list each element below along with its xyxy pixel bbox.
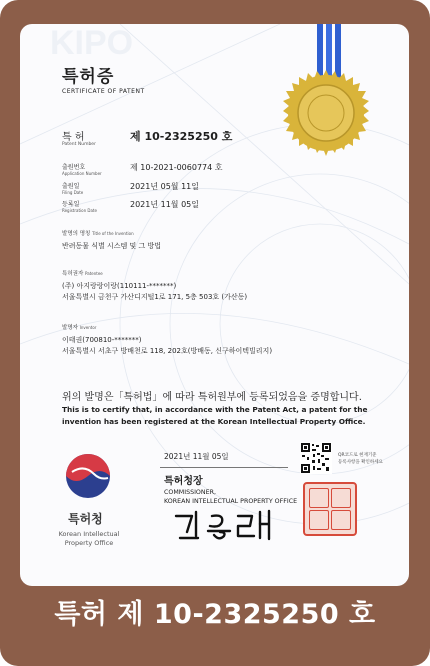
declaration-en-line2: invention has been registered at the Korean Intellectual Property Office. <box>62 417 366 426</box>
qr-note-line1: QR코드로 현재기준 <box>338 453 377 458</box>
certificate-title-en: CERTIFICATE OF PATENT <box>62 88 145 95</box>
date-underline <box>160 467 288 468</box>
certificate-paper <box>20 24 409 586</box>
patent-number-label: 특 허 <box>62 132 85 143</box>
qr-note-line2: 등록사항을 확인하세요 <box>338 460 383 465</box>
commissioner-title: 특허청장 <box>164 476 203 487</box>
stamp-seal-characters <box>309 488 351 530</box>
registration-date-label-en: Registration Date <box>62 208 97 213</box>
declaration-ko: 위의 발명은「특허법」에 따라 특허원부에 등록되었음을 증명합니다. <box>62 392 362 403</box>
qr-code[interactable] <box>300 442 332 474</box>
inventor-name: 이태권(700810-*******) <box>62 336 142 344</box>
office-logo-en-line2: Property Office <box>64 539 114 547</box>
inventor-label <box>62 323 96 331</box>
signature <box>172 508 282 542</box>
patent-number-value: 제 10-2325250 호 <box>130 130 233 143</box>
invention-title: 반려동물 식별 시스템 및 그 방법 <box>62 242 162 250</box>
patent-caption: 특허 제 10-2325250 호 <box>54 599 376 630</box>
commissioner-en-line2: KOREAN INTELLECTUAL PROPERTY OFFICE <box>164 498 298 505</box>
patentee-label-ko: 특허권자 <box>62 271 84 277</box>
office-logo-ko: 특허청 <box>68 512 103 526</box>
registration-date-value: 2021년 11월 05일 <box>130 200 199 209</box>
registration-date-label: 등록일 <box>62 201 80 208</box>
kipo-logo-icon <box>64 452 112 500</box>
gold-seal <box>283 70 369 156</box>
official-red-stamp <box>303 482 357 536</box>
invention-label <box>62 229 134 237</box>
filing-date-value: 2021년 05월 11일 <box>130 182 199 191</box>
certificate-title: 특허증 <box>62 67 115 87</box>
application-number-label: 출원번호 <box>62 164 86 171</box>
application-number-value: 제 10-2021-0060774 호 <box>130 163 223 172</box>
patent-number-label-en: Patent Number <box>62 142 96 147</box>
patentee-label <box>62 269 103 277</box>
filing-date-label: 출원일 <box>62 183 80 190</box>
patentee-label-en: Patentee <box>85 271 103 276</box>
invention-label-en: Title of the Invention <box>92 231 134 236</box>
commissioner-en-line1: COMMISSIONER, <box>164 489 216 496</box>
declaration-en-line1: This is to certify that, in accordance with the Patent Act, a patent for the <box>62 405 368 414</box>
filing-date-label-en: Filing Date <box>62 190 84 195</box>
issue-date: 2021년 11월 05일 <box>164 452 229 461</box>
invention-label-ko: 발명의 명칭 <box>62 231 91 237</box>
inventor-label-ko: 발명자 <box>62 325 78 331</box>
inventor-label-en: Inventor <box>79 325 97 330</box>
application-number-label-en: Application Number <box>62 171 102 176</box>
office-logo-en-line1: Korean Intellectual <box>58 530 120 538</box>
patentee-name: (주) 아지랑랑이랑(110111-*******) <box>62 282 177 290</box>
inventor-address: 서울특별시 서초구 방배천로 118, 202호(방배동, 신구하이텍빌리지) <box>62 347 273 355</box>
svg-text:KIPO: KIPO <box>50 24 134 62</box>
patentee-address: 서울특별시 금천구 가산디지털1로 171, 5층 503호 (가산동) <box>62 293 248 301</box>
